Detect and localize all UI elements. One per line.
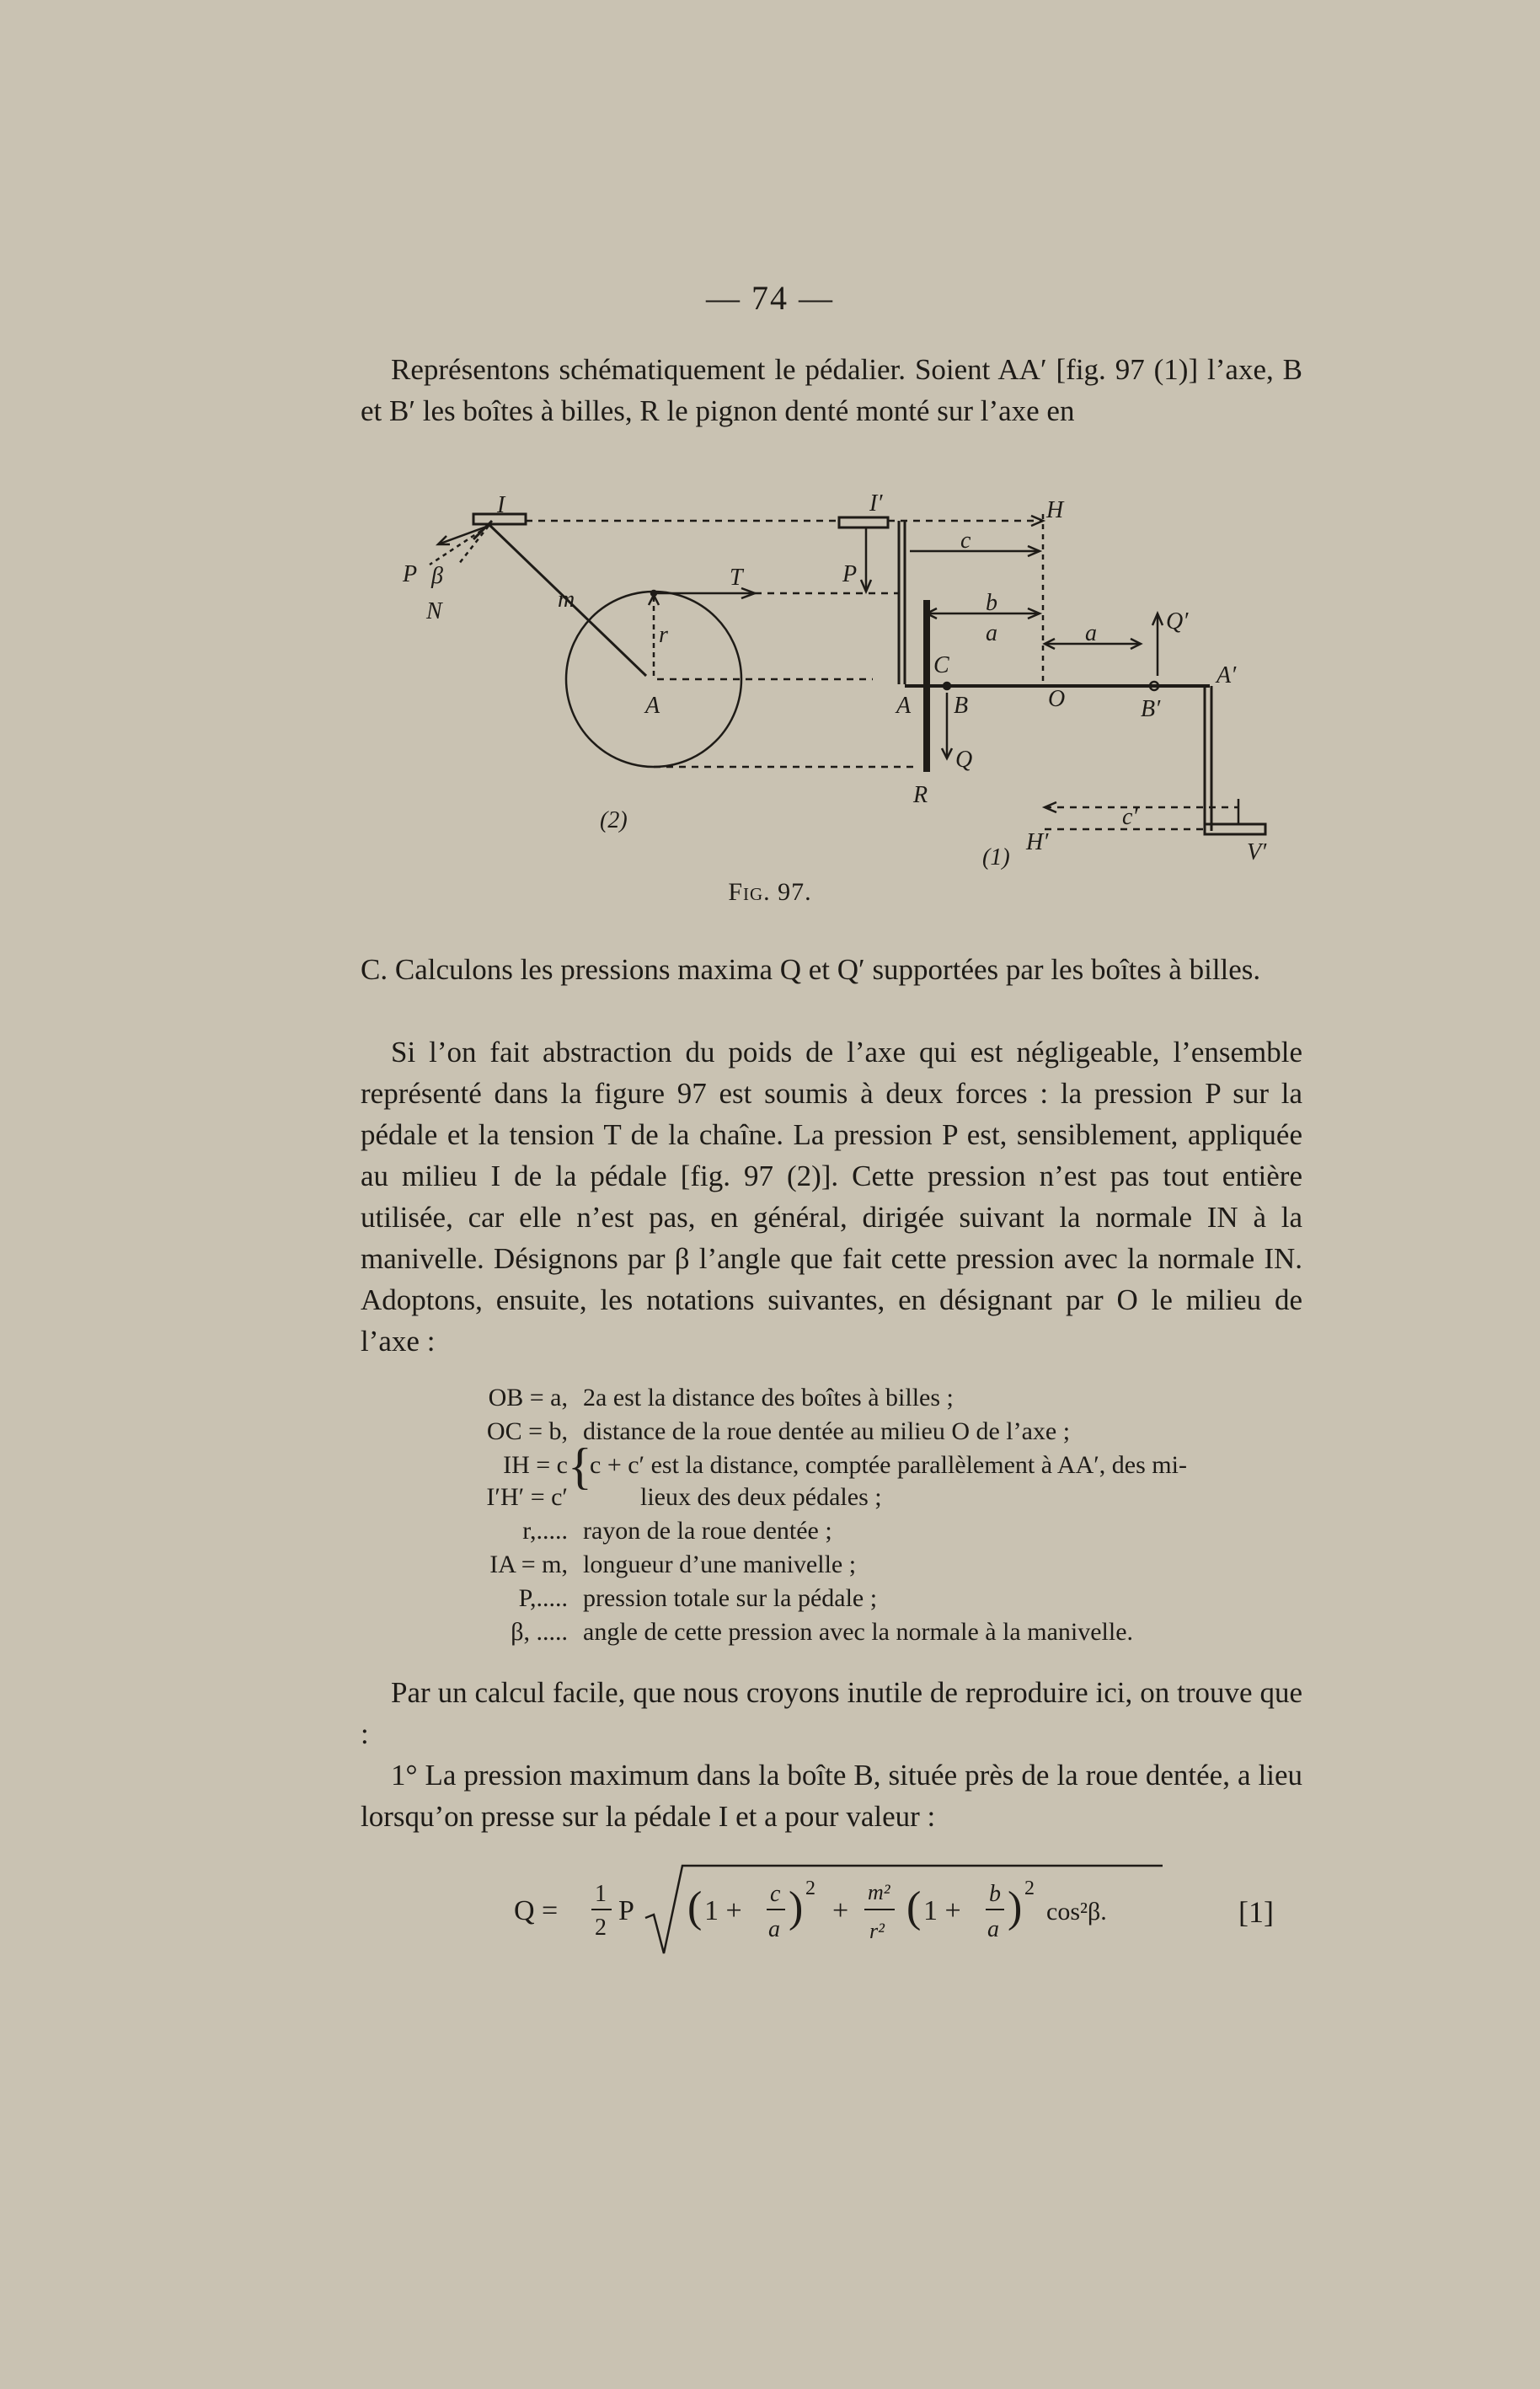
svg-text:P: P xyxy=(618,1895,634,1926)
figure-caption: Fig. 97. xyxy=(728,878,812,906)
notation-row: r,..... rayon de la roue dentée ; xyxy=(522,1517,832,1545)
label-B: B xyxy=(954,693,969,719)
label-m: m xyxy=(558,587,575,613)
svg-text:m²: m² xyxy=(868,1880,890,1904)
svg-text:cos²β.: cos²β. xyxy=(1046,1898,1107,1926)
svg-text:): ) xyxy=(789,1883,804,1931)
label-P2: P xyxy=(842,561,858,587)
premier-paragraph: 1° La pression maximum dans la boîte B, située près de la roue dentée, a lieu lorsqu’on presse sur la pédale I et a pour valeur : xyxy=(361,1759,1302,1833)
formula-graphic xyxy=(514,1854,1222,1963)
label-R: R xyxy=(913,782,928,808)
svg-text:c: c xyxy=(770,1881,781,1907)
svg-text:1 +: 1 + xyxy=(923,1895,961,1926)
intro-paragraph: Représentons schématiquement le pédalier. Soient AA′ [fig. 97 (1)] l’axe, B et B′ les boîtes à billes, R le pignon denté monté sur l’axe en xyxy=(361,353,1302,427)
label-C: C xyxy=(933,652,949,678)
svg-text:a: a xyxy=(768,1916,780,1942)
label-c: c xyxy=(960,528,971,554)
svg-text:(: ( xyxy=(906,1883,922,1931)
label-H-prime: H′ xyxy=(1026,829,1049,855)
abstraction-paragraph: Si l’on fait abstraction du poids de l’axe qui est négligeable, l’ensemble représenté dans la figure 97 est soumis à deux forces : la pression P sur la pédale et la tension T de la chaîne. La pression P est, sensiblement, appliquée au milieu I de la pédale [fig. 97 (2)]. Cette pression n’est pas tout entière utilisée, car elle n’est pas, en général, dirigée suivant la normale IN à la manivelle. Désignons par β l’angle que fait cette pression avec la normale IN. Adoptons, ensuite, les notations suivantes, en désignant par O le milieu de l’axe : xyxy=(361,1036,1302,1358)
label-P: P xyxy=(403,561,418,587)
label-a2: a xyxy=(1085,620,1097,646)
label-beta: β xyxy=(431,563,443,589)
label-A2: A xyxy=(896,693,912,719)
notation-row: IH = c { c + c′ est la distance, comptée parallèlement à AA′, des mi- xyxy=(503,1438,1187,1494)
label-I: I xyxy=(497,492,505,518)
label-B-prime: B′ xyxy=(1141,696,1161,722)
svg-text:1: 1 xyxy=(595,1881,607,1907)
svg-text:r²: r² xyxy=(869,1919,885,1943)
calc-paragraph: C. Calculons les pressions maxima Q et Q′ supportées par les boîtes à billes. xyxy=(361,953,1261,986)
svg-text:(: ( xyxy=(687,1883,703,1931)
formula-1 xyxy=(514,1854,1306,1963)
label-c-prime: c′ xyxy=(1122,804,1138,830)
notation-row: OC = b, distance de la roue dentée au milieu O de l’axe ; xyxy=(486,1417,1071,1445)
label-b: b xyxy=(986,590,997,616)
pedal-diagram xyxy=(371,480,1306,919)
notation-row: IA = m, longueur d’une manivelle ; xyxy=(489,1551,857,1578)
notation-row: P,..... pression totale sur la pédale ; xyxy=(518,1584,878,1612)
label-I-prime: I′ xyxy=(869,490,883,517)
label-T: T xyxy=(730,565,743,591)
svg-text:a: a xyxy=(987,1916,999,1942)
svg-text:2: 2 xyxy=(595,1915,607,1941)
label-H: H xyxy=(1046,497,1064,523)
label-Q: Q xyxy=(955,747,973,773)
label-Q-prime: Q′ xyxy=(1166,608,1189,635)
facile-paragraph: Par un calcul facile, que nous croyons inutile de reproduire ici, on trouve que : xyxy=(361,1676,1302,1750)
subfigure-1-label: (1) xyxy=(982,844,1010,870)
pedal-bottom xyxy=(1205,824,1265,834)
notation-row: β, ..... angle de cette pression avec la normale à la manivelle. xyxy=(511,1618,1134,1646)
svg-text:2: 2 xyxy=(805,1877,815,1899)
label-r: r xyxy=(659,622,668,648)
svg-text:1 +: 1 + xyxy=(704,1895,742,1926)
equation-number: [1] xyxy=(1238,1895,1274,1929)
svg-text:+: + xyxy=(832,1895,849,1926)
svg-text:b: b xyxy=(989,1881,1001,1907)
subfigure-2-label: (2) xyxy=(600,807,628,833)
pedal-top xyxy=(839,517,888,528)
svg-text:): ) xyxy=(1008,1883,1023,1931)
label-O: O xyxy=(1048,686,1066,712)
label-A: A xyxy=(645,693,660,719)
label-A-prime: A′ xyxy=(1216,662,1237,688)
notation-row: OB = a, 2a est la distance des boîtes à billes ; xyxy=(488,1384,954,1411)
label-V-prime: V′ xyxy=(1247,839,1267,865)
svg-text:Q =: Q = xyxy=(514,1895,559,1926)
page-number: — 74 — xyxy=(706,279,834,317)
svg-text:2: 2 xyxy=(1024,1877,1035,1899)
label-N: N xyxy=(426,598,442,624)
notation-row: I′H′ = c′ lieux des deux pédales ; xyxy=(486,1483,882,1511)
label-a1: a xyxy=(986,620,997,646)
